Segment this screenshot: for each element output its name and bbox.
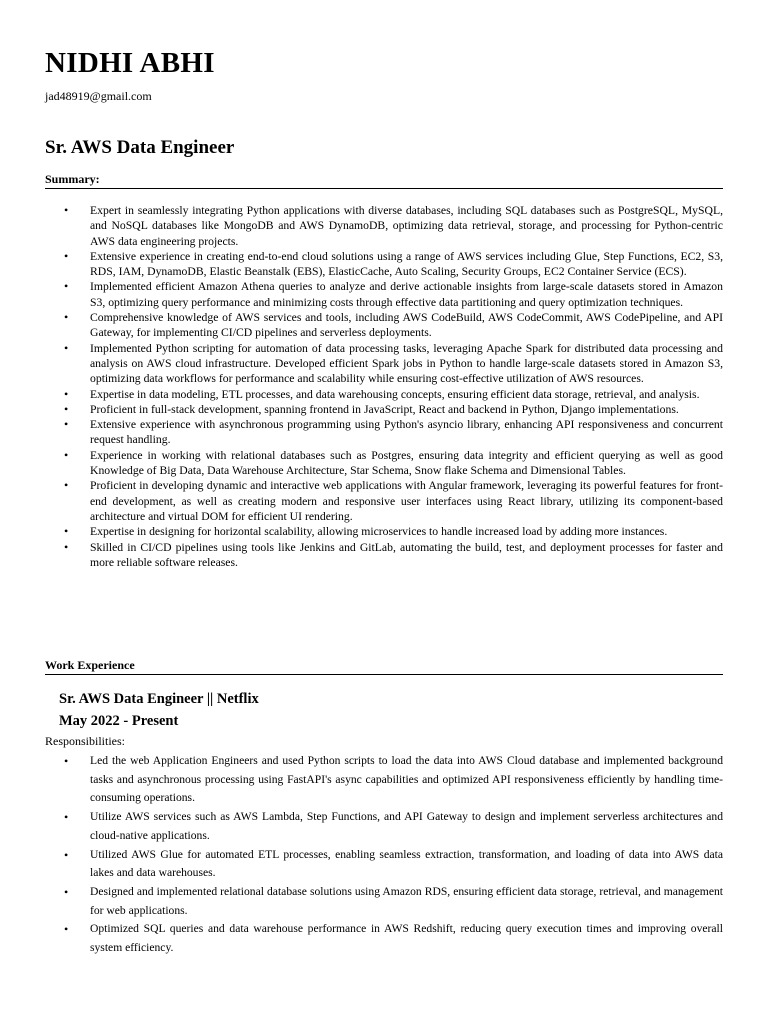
list-item <box>45 752 723 808</box>
summary-text: Expert in seamlessly integrating Python applications with diverse databases, including SQL databases such as PostgreSQL, MySQL, and NoSQL databases like MongoDB and AWS DynamoDB, optimizing data retrieval, storage, and processing for Python-centric AWS data engineering projects. <box>90 204 723 248</box>
list-item <box>45 402 723 417</box>
bullet-icon: • <box>64 203 69 217</box>
summary-text: Extensive experience with asynchronous programming using Python's asyncio library, enhancing API responsiveness and concurrent request handling. <box>90 418 723 447</box>
bullet-icon: • <box>64 279 69 294</box>
summary-text: Comprehensive knowledge of AWS services and tools, including AWS CodeBuild, AWS CodeCommit, AWS CodePipeline, and API Gateway, for implementing CI/CD pipelines and serverless deployments. <box>90 311 723 340</box>
list-item <box>45 279 723 310</box>
bullet-icon: • <box>64 340 69 355</box>
summary-heading: Summary: <box>45 172 723 189</box>
responsibility-text: Optimized SQL queries and data warehouse performance in AWS Redshift, reducing query execution times and improving overall system efficiency. <box>90 922 723 955</box>
list-item <box>45 883 723 920</box>
summary-text: Implemented Python scripting for automation of data processing tasks, leveraging Apache Spark for distributed data processing and analysis on AWS cloud infrastructure. Developed efficient Spark jobs in Python to handle large-scale datasets stored in Amazon S3, optimizing data workflows for performance and scalability while ensuring cost-effective utilization of AWS resources. <box>90 341 723 386</box>
list-item <box>45 310 723 341</box>
list-item <box>45 448 723 479</box>
summary-text: Implemented efficient Amazon Athena queries to analyze and derive actionable insights from large-scale datasets stored in Amazon S3, optimizing query performance and minimizing costs through effective data partitioning and query optimization techniques. <box>90 280 723 309</box>
bullet-icon: • <box>64 310 69 325</box>
bullet-icon: • <box>64 847 69 862</box>
responsibilities-label: Responsibilities: <box>45 734 126 748</box>
responsibility-text: Utilized AWS Glue for automated ETL processes, enabling seamless extraction, transformation, and loading of data into AWS data lakes and data warehouses. <box>90 847 723 880</box>
summary-text: Extensive experience in creating end-to-end cloud solutions using a range of AWS services including Glue, Step Functions, EC2, S3, RDS, IAM, DynamoDB, Elastic Beanstalk (EBS), ElasticCache, Auto Scaling, Security Groups, EC2 Container Service (ECS). <box>90 249 723 279</box>
job-role: Sr. AWS Data Engineer || Netflix <box>59 691 259 707</box>
bullet-icon: • <box>64 754 69 768</box>
list-item <box>45 524 723 539</box>
candidate-name: NIDHI ABHI <box>45 47 215 79</box>
bullet-icon: • <box>64 478 69 493</box>
list-item <box>45 920 723 957</box>
bullet-icon: • <box>64 417 69 432</box>
job-period: May 2022 - Present <box>59 713 179 729</box>
bullet-icon: • <box>64 884 69 899</box>
list-item <box>45 203 723 249</box>
responsibility-text: Utilize AWS services such as AWS Lambda, Step Functions, and API Gateway to design and implement serverless architectures and cloud-native applications. <box>90 810 723 842</box>
responsibility-text: Led the web Application Engineers and used Python scripts to load the data into AWS Cloud database and implemented background tasks and asynchronous processing using FastAPI's async capabilities and optimized API responsiveness efficiently by handling time-consuming operations. <box>90 754 723 805</box>
job-title: Sr. AWS Data Engineer <box>45 137 235 158</box>
list-item <box>45 478 723 524</box>
summary-text: Skilled in CI/CD pipelines using tools like Jenkins and GitLab, automating the build, test, and deployment processes for faster and more reliable software releases. <box>90 540 723 569</box>
list-item <box>45 417 723 448</box>
list-item <box>45 540 723 571</box>
list-item <box>45 249 723 280</box>
bullet-icon: • <box>64 810 69 825</box>
work-experience-heading: Work Experience <box>45 658 723 675</box>
responsibilities-list <box>45 752 723 958</box>
bullet-icon: • <box>64 524 69 539</box>
bullet-icon: • <box>64 386 69 401</box>
bullet-icon: • <box>64 539 69 554</box>
responsibility-text: Designed and implemented relational database solutions using Amazon RDS, ensuring efficient data storage, retrieval, and management for web applications. <box>90 884 723 917</box>
list-item <box>45 846 723 883</box>
bullet-icon: • <box>64 401 69 416</box>
bullet-icon: • <box>64 922 69 937</box>
bullet-icon: • <box>64 248 69 263</box>
summary-text: Expertise in designing for horizontal scalability, allowing microservices to handle increased load by adding more instances. <box>90 525 668 539</box>
summary-text: Proficient in developing dynamic and interactive web applications with Angular framework, leveraging its powerful features for front-end development, as well as creating modern and responsive user interfaces using React library, utilizing its component-based architecture and virtual DOM for efficient UI rendering. <box>90 479 723 523</box>
list-item <box>45 387 723 402</box>
email-address: jad48919@gmail.com <box>45 89 152 103</box>
list-item <box>45 341 723 387</box>
summary-list <box>45 203 723 570</box>
bullet-icon: • <box>64 447 69 462</box>
list-item <box>45 808 723 845</box>
summary-text: Experience in working with relational databases such as Postgres, ensuring data integrity and efficient querying as well as good Knowledge of Big Data, Data Warehouse Architecture, Star Schema, Snow flake Schema and Dimensional Tables. <box>90 448 723 478</box>
summary-text: Proficient in full-stack development, spanning frontend in JavaScript, React and backend in Python, Django implementations. <box>90 402 679 416</box>
summary-text: Expertise in data modeling, ETL processes, and data warehousing concepts, ensuring efficient data storage, retrieval, and analysis. <box>90 387 700 401</box>
